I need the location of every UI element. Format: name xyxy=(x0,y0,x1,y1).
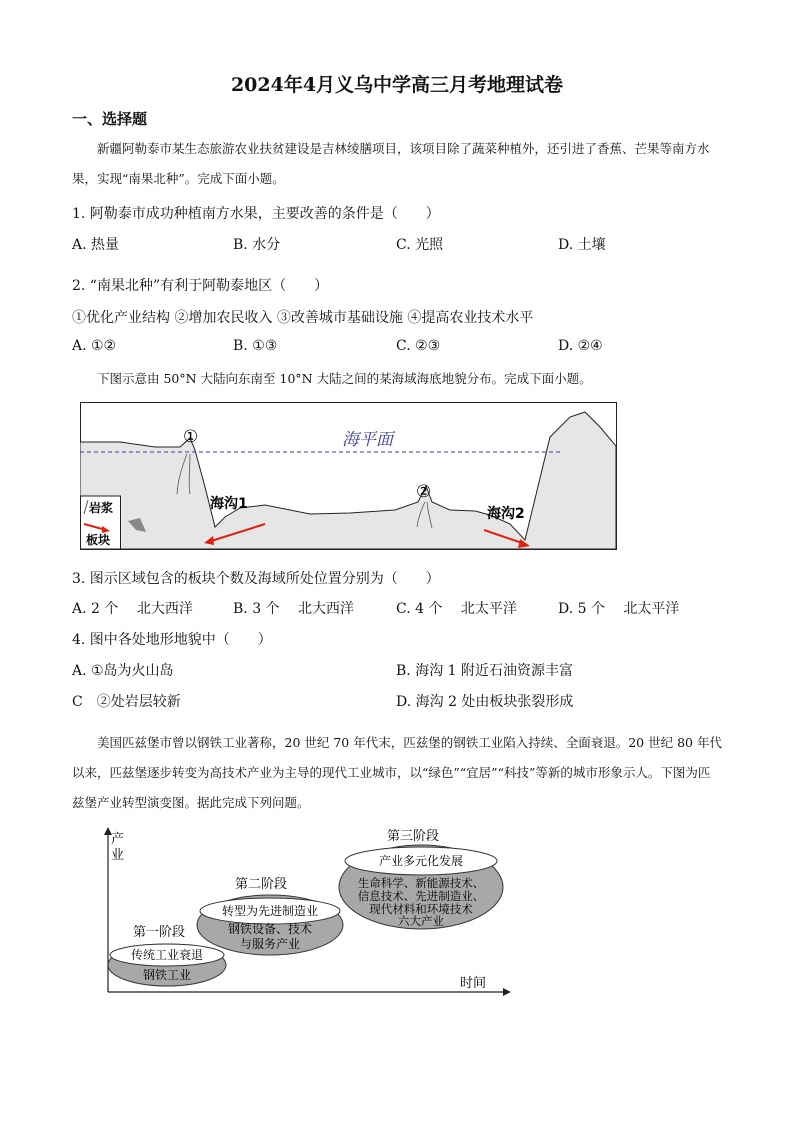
sea-level-label: 海平面 xyxy=(342,430,393,450)
stage-3-title: 第三阶段 xyxy=(387,829,440,844)
stage-3-line-2: 信息技术、先进制造业、 xyxy=(357,889,485,903)
q2-option-b: B. ①③ xyxy=(233,338,278,354)
q1-option-c: C. 光照 xyxy=(396,237,444,253)
section-heading: 一、选择题 xyxy=(72,110,148,128)
seafloor-profile-figure xyxy=(80,402,617,550)
q3-option-c: C. 4 个 北太平洋 xyxy=(396,601,517,617)
trench-1-label: 海沟1 xyxy=(210,496,248,512)
intro-paragraph-2: 下图示意由 50°N 大陆向东南至 10°N 大陆之间的某海域海底地貌分布。完成下面小题。 xyxy=(97,371,592,386)
q4-option-a: A. ①岛为火山岛 xyxy=(72,663,174,679)
industry-transformation-figure xyxy=(95,825,515,1000)
q4-option-b: B. 海沟 1 附近石油资源丰富 xyxy=(396,663,573,679)
stage-2-bottom-label-2: 与服务产业 xyxy=(239,937,301,951)
question-2-stem: 2. “南果北种”有利于阿勒泰地区（ ） xyxy=(72,278,329,294)
x-axis-label: 时间 xyxy=(460,976,487,991)
stage-1-bottom-label: 钢铁工业 xyxy=(142,968,192,982)
q2-option-d: D. ②④ xyxy=(558,338,603,354)
page-title: 2024年4月义乌中学高三月考地理试卷 xyxy=(230,74,564,96)
q4-option-d: D. 海沟 2 处由板块张裂形成 xyxy=(396,694,574,710)
stage-3-top-label: 产业多元化发展 xyxy=(378,854,464,868)
question-2-choices: ①优化产业结构 ②增加农民收入 ③改善城市基础设施 ④提高农业技术水平 xyxy=(72,310,534,326)
q1-option-a: A. 热量 xyxy=(72,237,120,253)
trench-2-label: 海沟2 xyxy=(487,506,525,522)
stage-3-line-4: 六大产业 xyxy=(398,914,444,928)
q4-option-c: C ②处岩层较新 xyxy=(72,694,181,710)
q1-option-d: D. 土壤 xyxy=(558,237,606,253)
stage-2-top-label: 转型为先进制造业 xyxy=(221,904,319,918)
legend-magma-label: 岩浆 xyxy=(89,501,114,515)
y-axis-label-1: 产 xyxy=(111,832,125,847)
legend-plate-label: 板块 xyxy=(86,533,111,547)
intro-paragraph-3: 美国匹兹堡市曾以钢铁工业著称，20 世纪 70 年代末，匹兹堡的钢铁工业陷入持续、全面衰退。20 世纪 80 年代以来，匹兹堡逐步转变为高技术产业为主导的现代工业城市，以“绿色”“宜居”“科技”等新的城市形象示人。下图为匹兹堡产业转型演变图。据此完成下列问题。 xyxy=(72,735,722,810)
stage-3-line-1: 生命科学、新能源技术、 xyxy=(357,876,485,890)
q2-option-c: C. ②③ xyxy=(396,338,441,354)
q1-option-b: B. 水分 xyxy=(233,237,281,253)
stage-2-bottom-label-1: 钢铁设备、技术 xyxy=(227,922,313,936)
question-3-stem: 3. 图示区域包含的板块个数及海域所处位置分别为（ ） xyxy=(72,571,440,587)
q2-option-a: A. ①② xyxy=(72,338,117,354)
marker-2: ② xyxy=(416,482,432,502)
stage-3-line-3: 现代材料和环境技术 xyxy=(369,902,473,916)
q3-option-d: D. 5 个 北太平洋 xyxy=(558,601,680,617)
stage-2-title: 第二阶段 xyxy=(235,877,288,892)
stage-1-top-label: 传统工业衰退 xyxy=(130,948,204,962)
stage-1-title: 第一阶段 xyxy=(133,925,186,940)
question-1-stem: 1. 阿勒泰市成功种植南方水果，主要改善的条件是（ ） xyxy=(72,206,440,222)
q3-option-b: B. 3 个 北大西洋 xyxy=(233,601,354,617)
x-axis-arrow xyxy=(503,988,511,996)
q3-option-a: A. 2 个 北大西洋 xyxy=(72,601,193,617)
question-4-stem: 4. 图中各处地形地貌中（ ） xyxy=(72,632,272,648)
y-axis-label-2: 业 xyxy=(111,848,125,863)
marker-1: ① xyxy=(183,427,199,447)
intro-paragraph-1: 新疆阿勒泰市某生态旅游农业扶贫建设是吉林绫膳项目，该项目除了蔬菜种植外，还引进了香蕉、芒果等南方水果，实现“南果北种”。完成下面小题。 xyxy=(72,141,710,186)
